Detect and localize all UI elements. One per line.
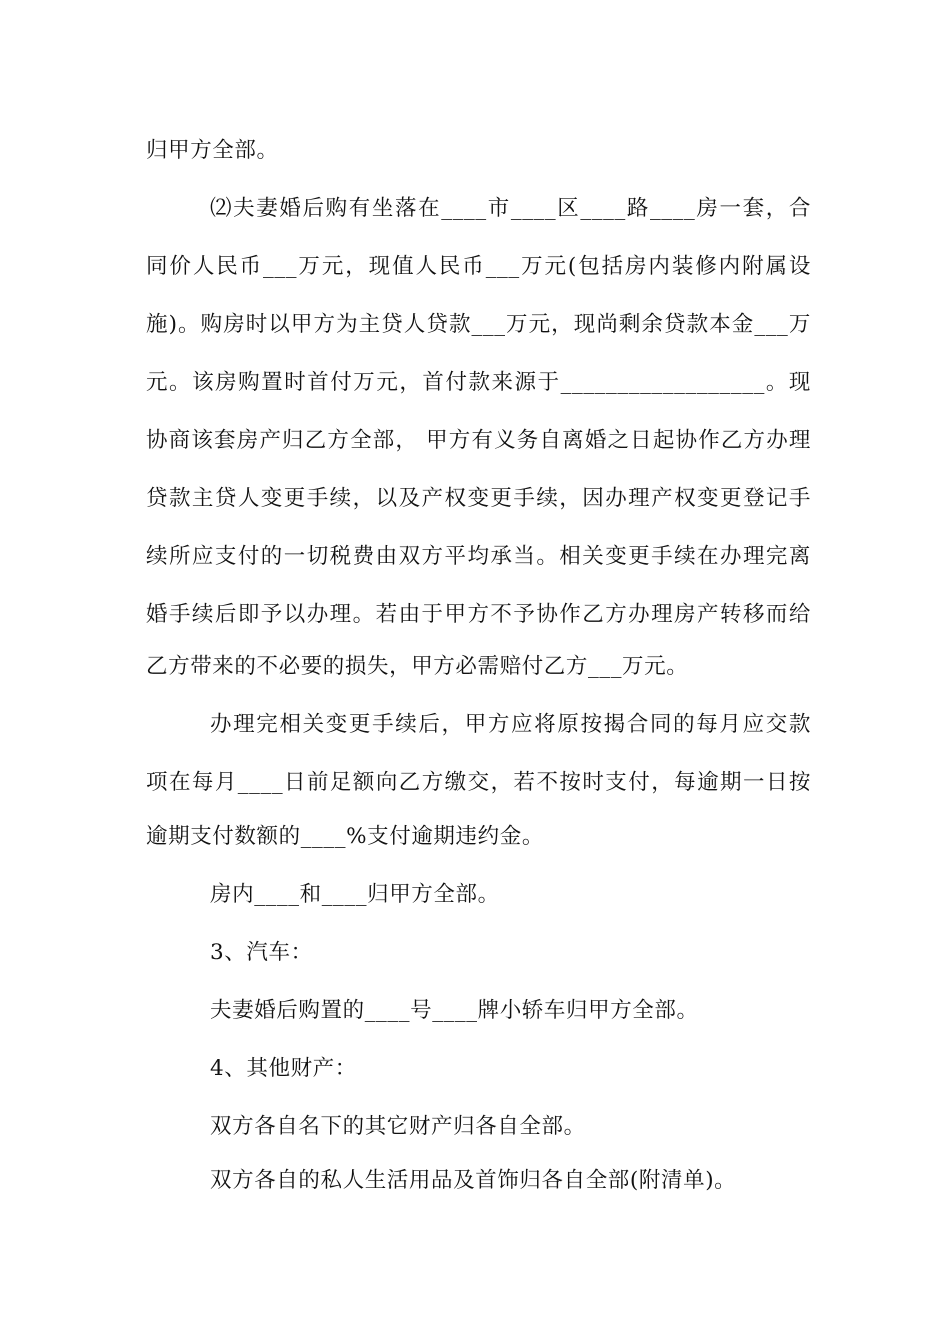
text-line: 房内____和____归甲方全部。 xyxy=(210,882,500,907)
text-line: 项在每月____日前足额向乙方缴交，若不按时支付，每逾期一日按 xyxy=(146,770,811,795)
text-line: 乙方带来的不必要的损失，甲方必需赔付乙方___万元。 xyxy=(146,654,689,679)
text-line: 施)。购房时以甲方为主贷人贷款___万元，现尚剩余贷款本金___万 xyxy=(146,312,811,337)
text-line: 贷款主贷人变更手续，以及产权变更手续，因办理产权变更登记手 xyxy=(146,486,811,511)
text-line: 双方各自的私人生活用品及首饰归各自全部(附清单)。 xyxy=(210,1168,737,1193)
text-line: 元。该房购置时首付万元，首付款来源于__________________。现 xyxy=(146,370,811,395)
text-line: 协商该套房产归乙方全部， 甲方有义务自离婚之日起协作乙方办理 xyxy=(146,428,811,453)
text-line: 逾期支付数额的____%支付逾期违约金。 xyxy=(146,824,544,849)
text-line: 办理完相关变更手续后，甲方应将原按揭合同的每月应交款 xyxy=(210,712,811,737)
text-line: 婚手续后即予以办理。若由于甲方不予协作乙方办理房产转移而给 xyxy=(146,602,811,627)
text-line: 归甲方全部。 xyxy=(146,138,279,163)
section-heading: 3、汽车： xyxy=(210,940,313,965)
text-line: 同价人民币___万元，现值人民币___万元(包括房内装修内附属设 xyxy=(146,254,811,279)
section-heading: 4、其他财产： xyxy=(210,1056,357,1081)
text-line: 续所应支付的一切税费由双方平均承当。相关变更手续在办理完离 xyxy=(146,544,811,569)
text-line: 夫妻婚后购置的____号____牌小轿车归甲方全部。 xyxy=(210,998,699,1023)
text-line: ⑵夫妻婚后购有坐落在____市____区____路____房一套，合 xyxy=(210,196,811,221)
text-line: 双方各自名下的其它财产归各自全部。 xyxy=(210,1114,586,1139)
